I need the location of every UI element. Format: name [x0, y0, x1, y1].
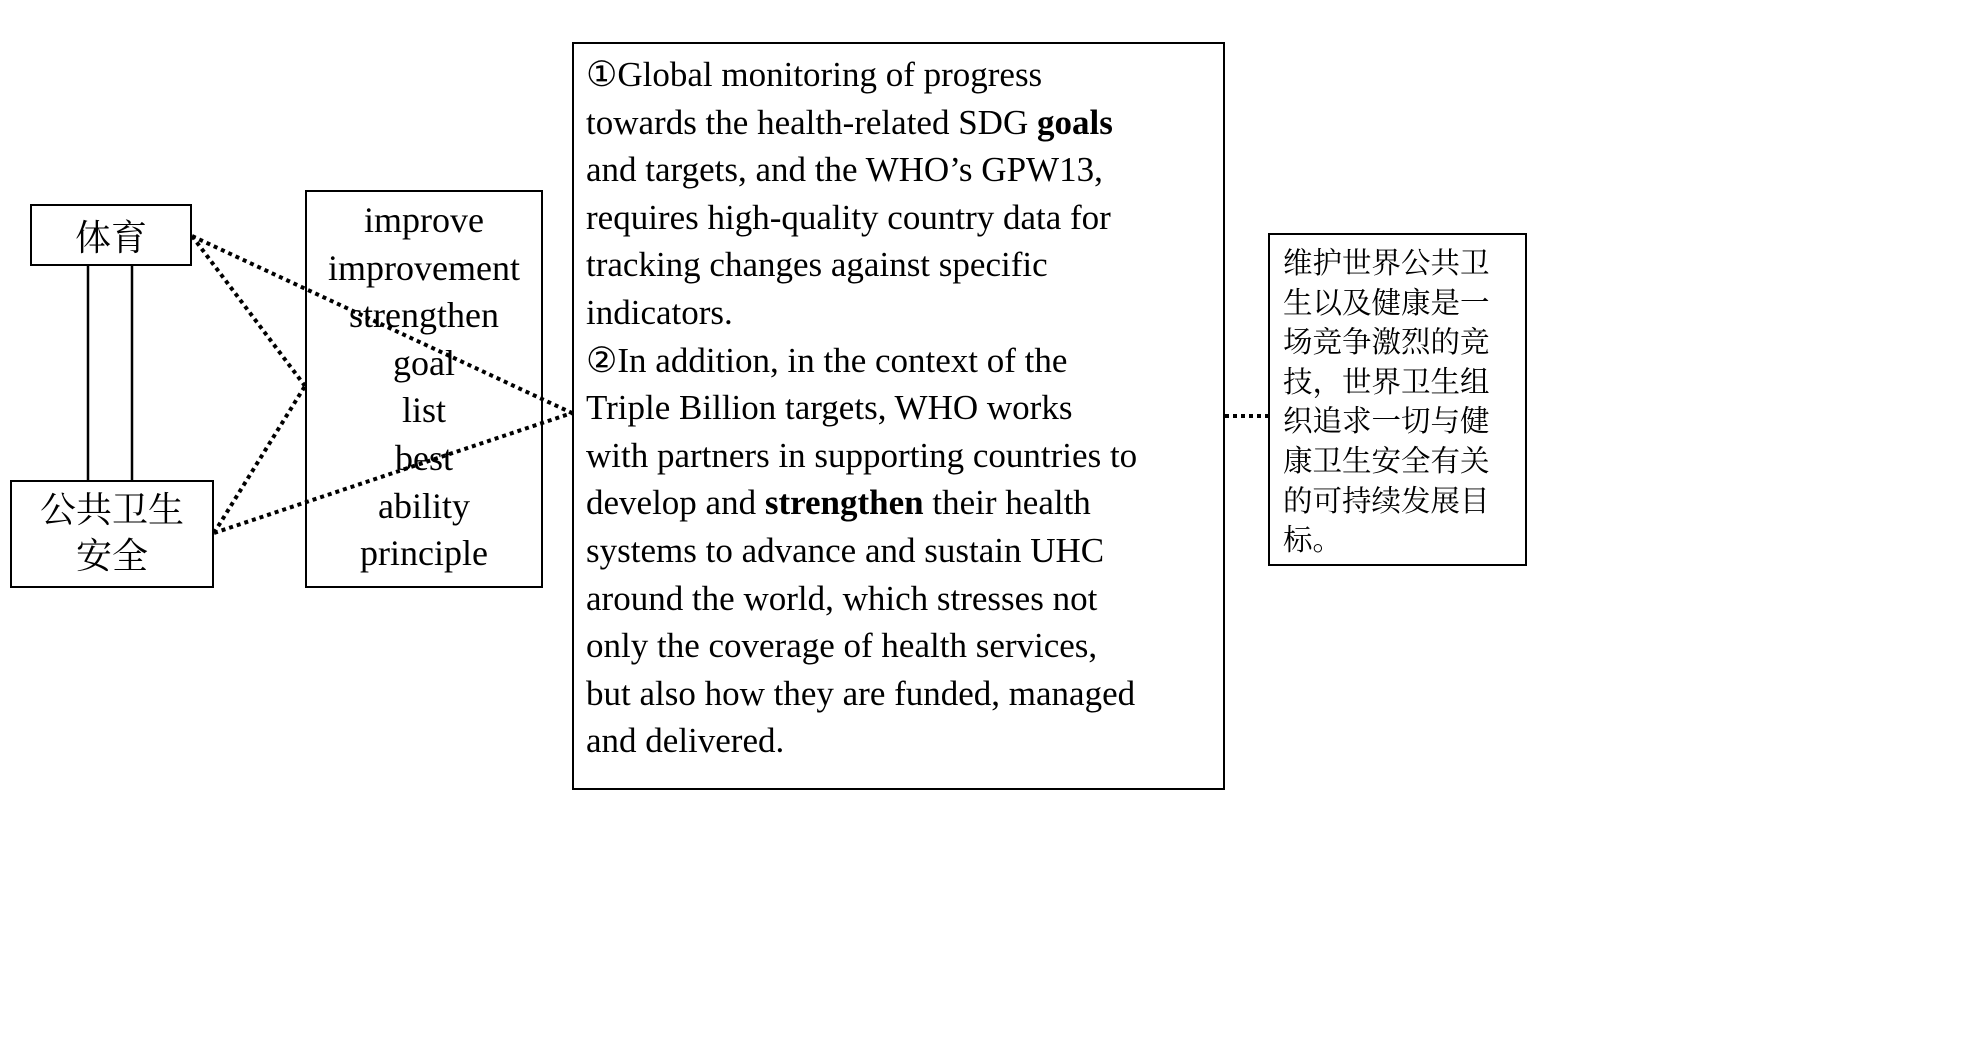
passage-text: requires high-quality country data for [586, 197, 1111, 237]
summary-line: 场竞争激烈的竞 [1283, 325, 1490, 360]
passage-line [586, 146, 1223, 194]
passage-text: around the world, which stresses not [586, 578, 1098, 618]
passage-line [586, 289, 1223, 337]
passage-text: ②In addition, in the context of the [586, 340, 1068, 380]
passage-line [586, 99, 1223, 147]
passage-line [586, 622, 1223, 670]
dotted-link-ggws-to-words [214, 386, 305, 533]
passage-text: but also how they are funded, managed [586, 673, 1136, 713]
summary-line: 技，世界卫生组 [1283, 364, 1490, 399]
summary-line: 生以及健康是一 [1283, 285, 1490, 320]
passage-keyword: strengthen [764, 483, 924, 523]
passage-keyword: goals [1036, 102, 1113, 142]
vocabulary-word: improvement [328, 247, 520, 288]
passage-text: Triple Billion targets, WHO works [586, 388, 1073, 428]
vocabulary-word: list [401, 390, 446, 431]
summary-line: 标。 [1283, 523, 1343, 558]
passage-text: their health [923, 483, 1091, 523]
passage-line [586, 194, 1223, 242]
passage-text: tracking changes against specific [586, 245, 1048, 285]
passage-line [586, 575, 1223, 623]
summary-line: 康卫生安全有关 [1283, 443, 1490, 478]
passage-text: systems to advance and sustain UHC [586, 530, 1105, 570]
passage-text: and delivered. [586, 721, 785, 761]
vocabulary-word: best [395, 437, 453, 478]
passage-text: with partners in supporting countries to [586, 435, 1138, 475]
passage-line [586, 670, 1223, 718]
passage-text: only the coverage of health services, [586, 626, 1098, 666]
topic-label-tiyu: 体育 [74, 217, 147, 259]
summary-line: 维护世界公共卫 [1283, 246, 1490, 280]
passage-text: ①Global monitoring of progress [586, 55, 1043, 94]
passage-line [586, 432, 1223, 480]
topic-label-gonggong-line2: 安全 [75, 536, 148, 577]
vocabulary-word: principle [360, 533, 488, 574]
dotted-link-tiyu-to-words [192, 236, 305, 386]
passage-line [586, 527, 1223, 575]
topic-box-tiyu [30, 204, 192, 266]
vocabulary-word: goal [393, 342, 455, 383]
passage-line [586, 337, 1223, 385]
passage-line [586, 717, 1223, 765]
passage-text: towards the health-related SDG [586, 102, 1037, 142]
passage-text: and targets, and the WHO’s GPW13, [586, 150, 1103, 190]
vocabulary-word: strengthen [349, 295, 499, 336]
summary-line: 的可持续发展目 [1283, 483, 1490, 518]
passage-line [586, 241, 1223, 289]
vocabulary-box [305, 190, 543, 588]
passage-line [586, 384, 1223, 432]
passage-box [572, 42, 1225, 790]
vocabulary-word: improve [364, 200, 484, 240]
passage-text: develop and [586, 483, 765, 523]
passage-line [586, 51, 1223, 99]
topic-label-gonggong-line1: 公共卫生 [39, 490, 184, 531]
summary-line: 织追求一切与健 [1283, 404, 1490, 439]
passage-text: indicators. [586, 292, 733, 332]
chinese-summary-box [1268, 233, 1527, 566]
passage-line [586, 479, 1223, 527]
topic-box-gonggong [10, 480, 214, 588]
vocabulary-word: ability [378, 485, 470, 526]
